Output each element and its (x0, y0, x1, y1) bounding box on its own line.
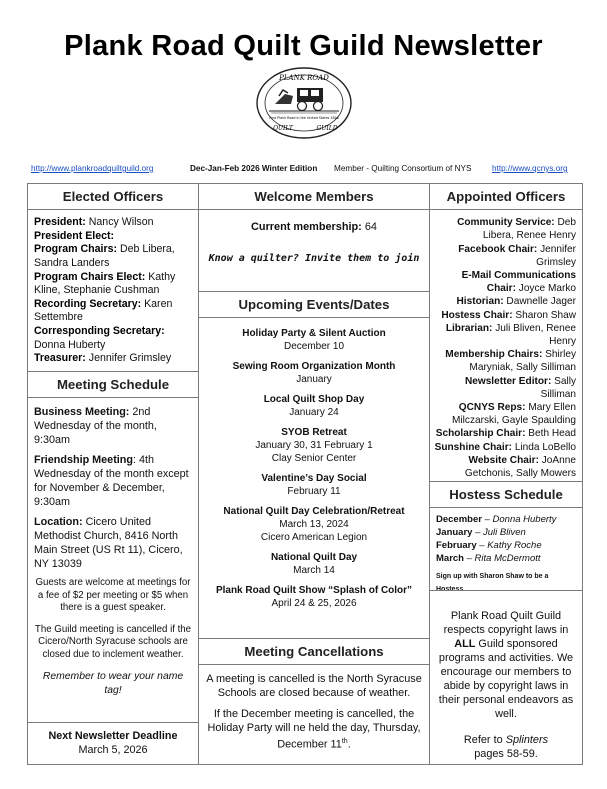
right-column (429, 183, 583, 765)
appointed-row (434, 441, 576, 454)
business-meeting-text: 2nd Wednesday of the month, 9:30am (34, 406, 157, 447)
appointed-role: Newsletter Editor: (464, 375, 552, 387)
appointed-role: Facebook Chair: (458, 243, 538, 255)
officer-name: Donna Huberty (34, 338, 106, 351)
officer-role: Treasurer: (34, 352, 86, 365)
logo-bottom-left-text: QUILT (273, 125, 293, 132)
ordinal-suffix: th (341, 738, 348, 746)
hostess-name: Juli Bliven (483, 526, 526, 538)
hostess-name: Kathy Roche (487, 539, 542, 551)
hostess-row (436, 553, 576, 566)
cancellations-body (199, 665, 429, 752)
copyright-statement (436, 609, 576, 721)
appointed-name: Mary Ellen Milczarski, Gayle Spaulding (452, 402, 576, 427)
membership-label: Current membership: (251, 221, 362, 234)
welcome-heading: Welcome Members (199, 184, 429, 210)
appointed-row (434, 348, 576, 374)
separator: – (481, 514, 493, 526)
appointed-role: Librarian: (445, 322, 493, 334)
officer-name: Nancy Wilson (85, 216, 154, 229)
officer-role: Corresponding Secretary: (34, 324, 165, 337)
event-detail: January 24 (289, 407, 339, 419)
appointed-role: E-Mail Communications Chair: (461, 269, 576, 295)
event-item (199, 327, 429, 353)
cancellations-section (199, 638, 429, 759)
appointed-name: Jennifer Grimsley (536, 243, 576, 268)
guild-logo (255, 66, 353, 140)
event-detail: Clay Senior Center (271, 453, 357, 465)
friendship-meeting-text: : 4th Wednesday of the month except for November & December, 9:30am (34, 454, 189, 509)
appointed-role: QCNYS Reps: (458, 402, 526, 413)
meeting-schedule-section (28, 371, 198, 698)
hostess-row (436, 514, 576, 527)
officer-row (34, 298, 192, 325)
period: . (347, 738, 351, 751)
appointed-role: Historian: (456, 296, 504, 308)
copyright-section (430, 590, 582, 764)
officer-role: President: (34, 216, 86, 229)
hostess-name: Donna Huberty (492, 514, 557, 526)
event-detail: Cicero American Legion (260, 532, 368, 544)
appointed-name: Linda LoBello (512, 441, 576, 453)
officer-name: Jennifer Grimsley (85, 352, 172, 365)
officer-row (34, 216, 192, 230)
hostess-month: February (436, 539, 477, 551)
appointed-row (434, 309, 576, 322)
hostess-row (436, 540, 576, 553)
copyright-text: Guild sponsored programs and activities. We encourage our members to abide by copyright laws in their personal endeavors as well. (438, 638, 574, 720)
event-item (199, 426, 429, 465)
event-item (199, 505, 429, 544)
appointed-name: Shirley Maryniak, Sally Silliman (469, 349, 576, 374)
refer-text: Refer to (463, 734, 506, 746)
hostess-name: Rita McDermott (474, 552, 541, 564)
guest-fee-note: Guests are welcome at meetings for a fee of $2 per meeting or $5 when there is a guest speaker. (35, 577, 191, 614)
location-text: Cicero United Methodist Church, 8416 North Main Street (US Rt 11), Cicero, NY 13039 (34, 516, 183, 571)
event-name: Holiday Party & Silent Auction (242, 328, 386, 340)
appointed-row (434, 295, 576, 308)
splinters-pages: pages 58-59. (474, 748, 538, 760)
appointed-name: Joyce Marko (515, 283, 576, 295)
appointed-name: Sharon Shaw (512, 309, 576, 321)
hostess-month: March (436, 552, 464, 564)
consortium-link[interactable]: http://www.qcnys.org (492, 164, 568, 173)
hostess-schedule-heading: Hostess Schedule (430, 481, 582, 508)
deadline-label: Next Newsletter Deadline (48, 730, 178, 742)
officer-row (34, 243, 192, 270)
event-detail: January (296, 374, 332, 386)
meeting-schedule-heading: Meeting Schedule (28, 371, 198, 398)
event-item (199, 360, 429, 386)
elected-officers-list (28, 210, 198, 366)
appointed-officers-list (430, 210, 582, 480)
event-detail: March 14 (293, 565, 335, 577)
website-link[interactable]: http://www.plankroadquiltguild.org (31, 164, 154, 173)
hostess-month: December (436, 514, 482, 526)
officer-row (34, 325, 192, 352)
appointed-name: Sally Silliman (540, 375, 576, 400)
welcome-body (199, 210, 429, 265)
hostess-signup-note: Sign up with Sharon Shaw to be a Hostess (436, 573, 549, 594)
appointed-officers-section (430, 184, 582, 480)
stagecoach-icon (269, 88, 339, 113)
appointed-role: Hostess Chair: (441, 309, 513, 321)
officer-row (34, 352, 192, 366)
newsletter-title: Plank Road Quilt Guild Newsletter (64, 30, 543, 62)
splinters-reference (436, 733, 576, 747)
hostess-schedule-list (430, 508, 582, 597)
cancellations-heading: Meeting Cancellations (199, 638, 429, 665)
hostess-schedule-section (430, 481, 582, 597)
event-name: Sewing Room Organization Month (232, 361, 396, 373)
event-item (199, 393, 429, 419)
appointed-row (434, 401, 576, 427)
separator: – (476, 539, 488, 551)
event-detail: February 11 (287, 486, 341, 498)
officer-role: Recording Secretary: (34, 297, 142, 310)
meeting-location (34, 515, 192, 571)
event-name: National Quilt Day (270, 552, 358, 564)
welcome-section (199, 184, 429, 265)
appointed-role: Sunshine Chair: (434, 441, 513, 453)
elected-officers-section (28, 184, 198, 366)
deadline-date: March 5, 2026 (78, 744, 148, 756)
name-tag-reminder: Remember to wear your name tag! (42, 671, 184, 697)
logo-bottom-right-text: GUILD (316, 125, 338, 132)
separator: – (463, 552, 475, 564)
hostess-row (436, 527, 576, 540)
business-meeting (34, 405, 192, 447)
appointed-name: Juli Bliven, Renee Henry (492, 322, 576, 347)
appointed-row (434, 427, 576, 440)
december-cancellation-paragraph (205, 707, 423, 752)
copyright-emphasis: ALL (454, 638, 476, 650)
friendship-meeting-label: Friendship Meeting (34, 454, 133, 467)
officer-row (34, 230, 192, 244)
appointed-name: JoAnne Getchonis, Sally Mowers (464, 454, 576, 480)
officer-name: Karen Settembre (34, 297, 173, 324)
event-name: SYOB Retreat (281, 427, 347, 439)
officer-role: Program Chairs Elect: (34, 270, 146, 283)
appointed-row (434, 216, 576, 242)
event-item (199, 584, 429, 610)
officer-role: Program Chairs: (34, 243, 118, 256)
officer-row (34, 271, 192, 298)
appointed-role: Membership Chairs: (445, 349, 543, 361)
event-detail: April 24 & 25, 2026 (271, 598, 357, 610)
copyright-text: Plank Road Quilt Guild respects copyright laws in (443, 610, 569, 636)
middle-column (199, 183, 429, 765)
logo-top-text: PLANK ROAD (279, 74, 329, 82)
cancellation-paragraph: A meeting is cancelled is the North Syracuse Schools are closed because of weather. (206, 673, 422, 700)
newsletter-deadline (28, 722, 198, 764)
invite-text: Know a quilter? Invite them to join (208, 253, 420, 265)
event-name: Local Quilt Shop Day (263, 394, 365, 406)
appointed-role: Website Chair: (468, 454, 539, 466)
events-heading: Upcoming Events/Dates (199, 291, 429, 318)
december-text: If the December meeting is cancelled, the Holiday Party will ne held the day, Thursday, December 11 (207, 708, 421, 751)
officer-name: Deb Libera, Sandra Landers (34, 243, 175, 269)
location-label: Location: (34, 516, 83, 529)
appointed-role: Community Service: (457, 217, 555, 229)
meeting-schedule-body (28, 398, 198, 698)
business-meeting-label: Business Meeting: (34, 406, 130, 419)
appointed-role: Scholarship Chair: (435, 428, 526, 440)
appointed-row (434, 322, 576, 348)
hostess-month: January (436, 526, 473, 538)
appointed-name: Deb Libera, Renee Henry (482, 217, 576, 242)
membership-count: 64 (361, 221, 377, 234)
appointed-row (434, 375, 576, 401)
officer-name: Kathy Kline, Stephanie Cushman (34, 270, 176, 297)
elected-officers-heading: Elected Officers (28, 184, 198, 210)
events-list (199, 318, 429, 610)
event-item (199, 472, 429, 498)
separator: – (472, 526, 483, 538)
events-section (199, 291, 429, 617)
appointed-name: Beth Head (525, 428, 576, 440)
appointed-name: Dawnelle Jager (503, 296, 576, 308)
appointed-row (434, 243, 576, 269)
appointed-row (434, 269, 576, 295)
event-item (199, 551, 429, 577)
appointed-row (434, 454, 576, 480)
membership-count-row (199, 220, 429, 234)
logo-caption: First Plank Road in the United States 1846 (269, 116, 339, 120)
splinters-title: Splinters (505, 734, 549, 746)
event-name: National Quilt Day Celebration/Retreat (223, 506, 405, 518)
cancellation-note: The Guild meeting is cancelled if the Cicero/North Syracuse schools are closed due to inclement weather. (34, 623, 192, 660)
appointed-officers-heading: Appointed Officers (430, 184, 582, 210)
officer-role: President Elect: (34, 229, 115, 242)
event-detail: December 10 (283, 341, 345, 353)
event-name: Plank Road Quilt Show “Splash of Color” (215, 585, 413, 597)
event-name: Valentine’s Day Social (261, 473, 367, 485)
friendship-meeting (34, 453, 192, 509)
edition-label: Dec-Jan-Feb 2026 Winter Edition (190, 164, 318, 173)
left-column (27, 183, 199, 765)
event-detail: March 13, 2024 (279, 519, 349, 531)
membership-label: Member - Quilting Consortium of NYS (334, 164, 472, 173)
event-detail: January 30, 31 February 1 (255, 440, 373, 452)
